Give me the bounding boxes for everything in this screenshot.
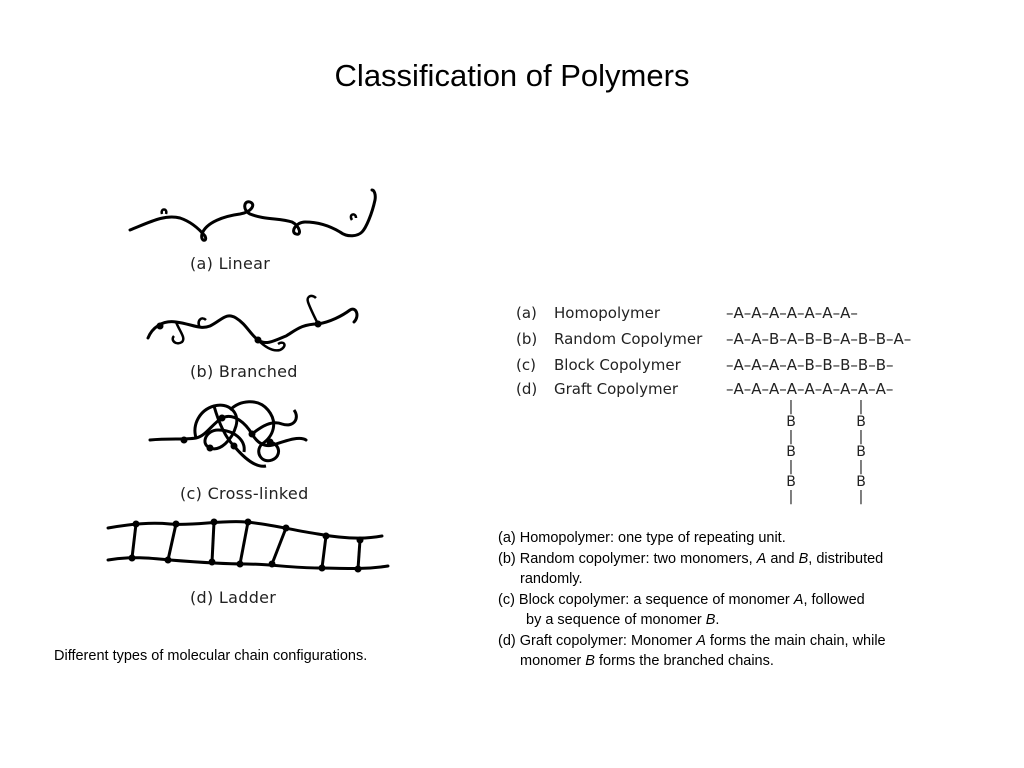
row-name: Random Copolymer bbox=[554, 330, 703, 348]
row-chain: –A–A–A–A–A–A–A– bbox=[726, 304, 858, 322]
copolymer-table bbox=[516, 304, 986, 504]
figure-label-branched: (b) Branched bbox=[190, 362, 298, 381]
figure-label-linear: (a) Linear bbox=[190, 254, 271, 273]
row-name: Block Copolymer bbox=[554, 356, 681, 374]
row-letter: (c) bbox=[516, 356, 536, 374]
row-chain: –A–A–B–A–B–B–A–B–B–A– bbox=[726, 330, 912, 348]
description-random-copolymer: (b) Random copolymer: two monomers, A and B, distributed bbox=[498, 550, 884, 567]
slide-title: Classification of Polymers bbox=[334, 58, 690, 93]
description-block-copolymer-cont: by a sequence of monomer B. bbox=[526, 612, 720, 628]
graft-branch-1: | B | B | B | bbox=[786, 399, 796, 505]
figure-label-ladder: (d) Ladder bbox=[190, 588, 277, 607]
description-homopolymer: (a) Homopolymer: one type of repeating unit. bbox=[498, 530, 786, 546]
row-letter: (d) bbox=[516, 380, 538, 398]
row-chain: –A–A–A–A–A–A–A–A–A– bbox=[726, 380, 894, 398]
copolymer-descriptions bbox=[498, 528, 886, 672]
row-chain: –A–A–A–A–B–B–B–B–B– bbox=[726, 356, 894, 374]
description-graft-copolymer: (d) Graft copolymer: Monomer A forms the main chain, while bbox=[498, 632, 886, 649]
description-graft-copolymer-cont: monomer B forms the branched chains. bbox=[520, 653, 774, 669]
ladder-drawing bbox=[0, 0, 1, 1]
graft-branch-2: | B | B | B | bbox=[856, 399, 866, 505]
figure-label-crosslinked: (c) Cross-linked bbox=[180, 484, 309, 503]
row-letter: (b) bbox=[516, 330, 538, 348]
description-block-copolymer: (c) Block copolymer: a sequence of monomer A, followed bbox=[498, 591, 865, 608]
description-random-copolymer-cont: randomly. bbox=[520, 571, 583, 587]
row-name: Graft Copolymer bbox=[554, 380, 679, 398]
chain-configurations-caption: Different types of molecular chain configurations. bbox=[54, 648, 368, 664]
row-name: Homopolymer bbox=[554, 304, 660, 322]
row-letter: (a) bbox=[516, 304, 537, 322]
